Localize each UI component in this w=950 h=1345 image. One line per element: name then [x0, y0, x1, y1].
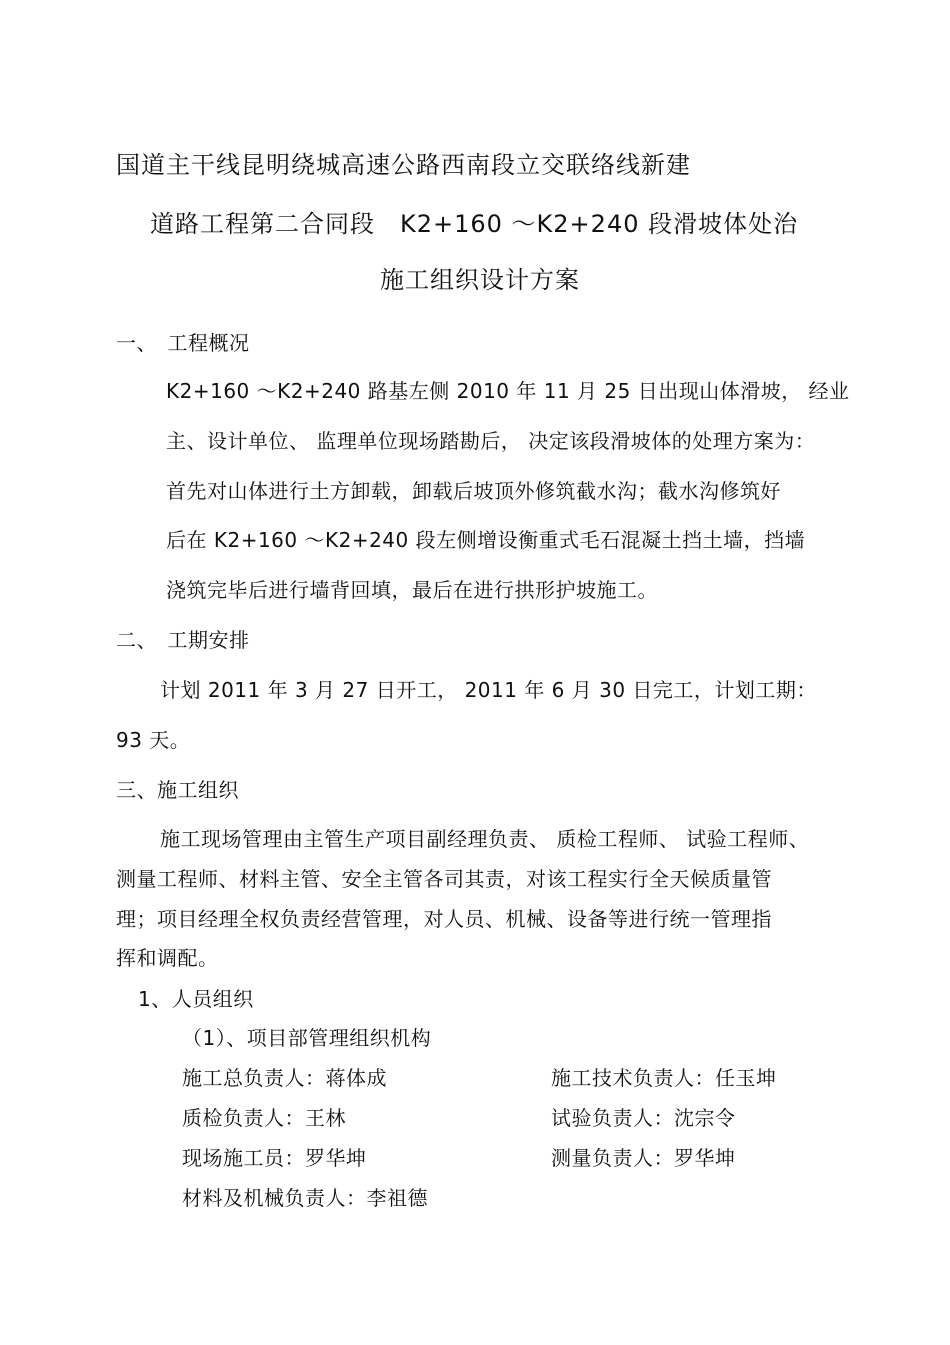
staff-row-3-right: 测量负责人：罗华坤	[551, 1146, 736, 1170]
staff-row-3-left: 现场施工员：罗华坤	[182, 1146, 367, 1170]
section-2-line-1: 计划 2011 年 3 月 27 日开工， 2011 年 6 月 30 日完工，计划工期：	[160, 678, 817, 702]
section-2-line-2: 93 天。	[116, 728, 191, 752]
section-3-line-4: 挥和调配。	[116, 946, 219, 970]
section-3-line-2: 测量工程师、材料主管、安全主管各司其责，对该工程实行全天候质量管	[116, 867, 772, 891]
subsection-org-heading: （1）、项目部管理组织机构	[182, 1026, 432, 1050]
section-1-line-4: 后在 K2+160 ～K2+240 段左侧增设衡重式毛石混凝土挡土墙，挡墙	[166, 528, 806, 552]
section-3-line-3: 理；项目经理全权负责经营管理，对人员、机械、设备等进行统一管理指	[116, 907, 772, 931]
section-3-heading: 三、施工组织	[116, 778, 239, 802]
staff-row-1-right: 施工技术负责人：任玉坤	[551, 1066, 777, 1090]
section-1-line-3: 首先对山体进行土方卸载，卸载后坡顶外修筑截水沟；截水沟修筑好	[166, 479, 781, 503]
section-2-heading: 二、 工期安排	[116, 628, 250, 652]
section-1-line-1: K2+160 ～K2+240 路基左侧 2010 年 11 月 25 日出现山体滑坡， 经业	[166, 379, 850, 403]
subsection-staff-heading: 1、人员组织	[138, 987, 254, 1011]
staff-row-2-left: 质检负责人：王林	[182, 1106, 346, 1130]
section-1-heading: 一、 工程概况	[116, 331, 250, 355]
staff-row-2-right: 试验负责人：沈宗令	[551, 1106, 736, 1130]
title-line-1: 国道主干线昆明绕城高速公路西南段立交联络线新建	[116, 151, 691, 179]
section-1-line-2: 主、设计单位、 监理单位现场踏勘后， 决定该段滑坡体的处理方案为：	[166, 429, 816, 453]
staff-row-4-left: 材料及机械负责人：李祖德	[182, 1186, 428, 1210]
title-line-3: 施工组织设计方案	[380, 266, 580, 294]
title-line-2: 道路工程第二合同段 K2+160 ～K2+240 段滑坡体处治	[150, 210, 799, 238]
staff-row-1-left: 施工总负责人：蒋体成	[182, 1066, 387, 1090]
section-1-line-5: 浇筑完毕后进行墙背回填，最后在进行拱形护坡施工。	[166, 578, 658, 602]
section-3-line-1: 施工现场管理由主管生产项目副经理负责、 质检工程师、 试验工程师、	[160, 827, 810, 851]
